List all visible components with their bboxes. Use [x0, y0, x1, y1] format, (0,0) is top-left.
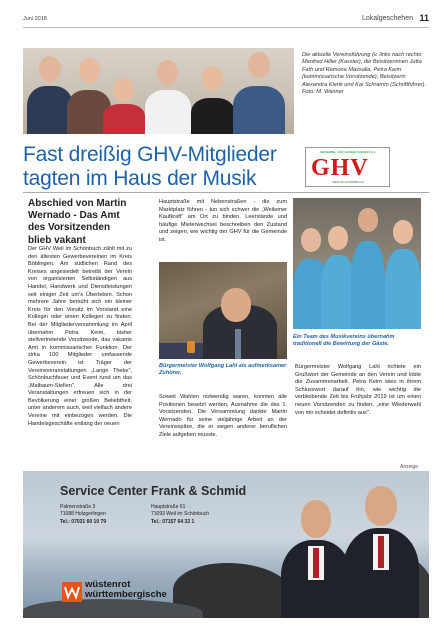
article-column-3: Bürgermeister Wolfgang Lahl richtete ein Grußwort der Gemeinde an den Verein und lobte die Zusammenarbeit. Petra Keim wies in ihrem Schlusswort darauf hin, wie wichtig die verbleibende Zeit bis Frühjahr 2019 ist um einen neuen Vorsitzenden zu finden, „eine Wiederwahl von mir scheidet definitiv aus". — [295, 364, 421, 416]
ad-phone-2: Tel.: 07157 64 32 1 — [151, 518, 195, 525]
article-column-2-top: Hauptstraße mit Nebenstraßen - die zum Marktplatz führen - tun sich schwer die „Weilemer Kaufkraft" am Ort zu binden. Leerstände und häufige Mieterwechsel beschreiben den Zustand und zeigen, wie wichtig der GHV für die Gemeinde ist. — [159, 199, 287, 243]
ad-city-2: 71093 Weil im Schönbuch — [151, 511, 209, 518]
article-headline: Fast dreißig GHV-Mitglieder tagten im Haus der Musik — [23, 143, 277, 190]
music-club-team-photo — [293, 198, 421, 329]
logo-bottom-text: WEIL IM SCHÖNBUCH — [332, 180, 364, 184]
ad-city-1: 71088 Holzgerlingen — [60, 511, 106, 518]
team-photo-caption: Ein Team des Musikvereins übernahm traditionell die Bewirtung der Gäste. — [293, 334, 395, 348]
ad-address-weil — [151, 504, 209, 526]
ad-brand-line-1: wüstenrot — [85, 579, 131, 590]
issue-date: Juni 2018 — [23, 16, 47, 22]
ad-brand-line-2: württembergische — [85, 588, 167, 600]
group-photo-caption: Die aktuelle Vereinsführung (v. links nach rechts: Manfred Hiller (Kassier), die Beisitzerinnen Jutta Fath und Ramona Massalla, Petra Keim (kommissarische Vorsitzende), Beisitzerin Alexandra Klenk und Kai Schramm (Schriftführer). Foto: M. Wanner — [302, 52, 427, 96]
ad-address-holzgerlingen — [60, 504, 106, 526]
section-title: Lokalgeschehen — [362, 15, 413, 22]
mayor-photo-caption: Bürgermeister Wolfgang Lahl als aufmerksamer Zuhörer. — [159, 363, 287, 377]
headline-divider — [23, 192, 429, 193]
article-subhead: Abschied von Martin Wernado - Das Amt des Vorsitzenden blieb vakant — [28, 198, 127, 246]
agent-portrait-left — [281, 492, 351, 618]
logo-top-text: GEWERBE- UND HANDELSVEREIN E.V. — [319, 150, 377, 154]
page-number: 11 — [419, 13, 429, 23]
logo-letters: GHV — [311, 155, 369, 181]
ghv-logo — [305, 147, 390, 187]
ad-title: Service Center Frank & Schmid — [60, 484, 247, 498]
article-column-1: Der GHV Weil im Schönbuch zählt mit zu den ältesten Gewerbevereinen im Kreis Böblingen. Am südlichen Rand des Kreises angesiedelt betreibt der Verein von organisierten Selbständigen aus Handel, Handwerk und Dienstleistungen seit einiger Zeit um's Überleben. Schon mehrere Jahre bemüht sich ein kleiner Kreis für den Vorsitz im Vorstand eine Kollegin oder einen Kollegen zu finden. Bei der Mitgliederversammlung im April übernahm Petra Keim, bisher stellvertretende Vorsitzende, das vakante Amt in kommissarischer Funktion. Der zirka 100 Mitglieder umfassende Gewerbeverein ist Träger der Vereinsveranstaltungen „Lange Theke", Schönbuchfeuer und Event rund um das „Maibaum-Stellen". Alle drei Veranstaltungen erfreuen sich in der Bevölkerung einer großen Beliebtheit, unter anderem auch, weil vielfach andere Vereine mit einbezogen werden. Die Handelsgeschäfte entlang der neuen — [28, 246, 132, 427]
ad-label: Anzeige — [400, 464, 419, 470]
mayor-photo — [159, 262, 287, 359]
agent-portrait-right — [343, 478, 419, 618]
ad-street-1: Palmenstraße 3 — [60, 504, 96, 510]
ad-phone-1: Tel.: 07031 60 10 79 — [60, 518, 107, 525]
article-column-2-bottom: Soweit Wahlen notwendig waren, konnten alle Positionen besetzt werden, Ausnahme die des 1. Vorsitzenden. Die Versammlung dankte Martin Wernado für seine vieljährige Arbeit an der Vereinsspitze, die er wegen anderer beruflichen Ziele aufgeben musste. — [159, 394, 287, 438]
advertisement — [23, 471, 429, 618]
wuestenrot-logo-icon — [62, 582, 82, 602]
ad-street-2: Hauptstraße 61 — [151, 504, 186, 510]
board-group-photo — [23, 48, 294, 134]
page-header — [23, 14, 429, 28]
ad-brand-name — [85, 580, 167, 600]
